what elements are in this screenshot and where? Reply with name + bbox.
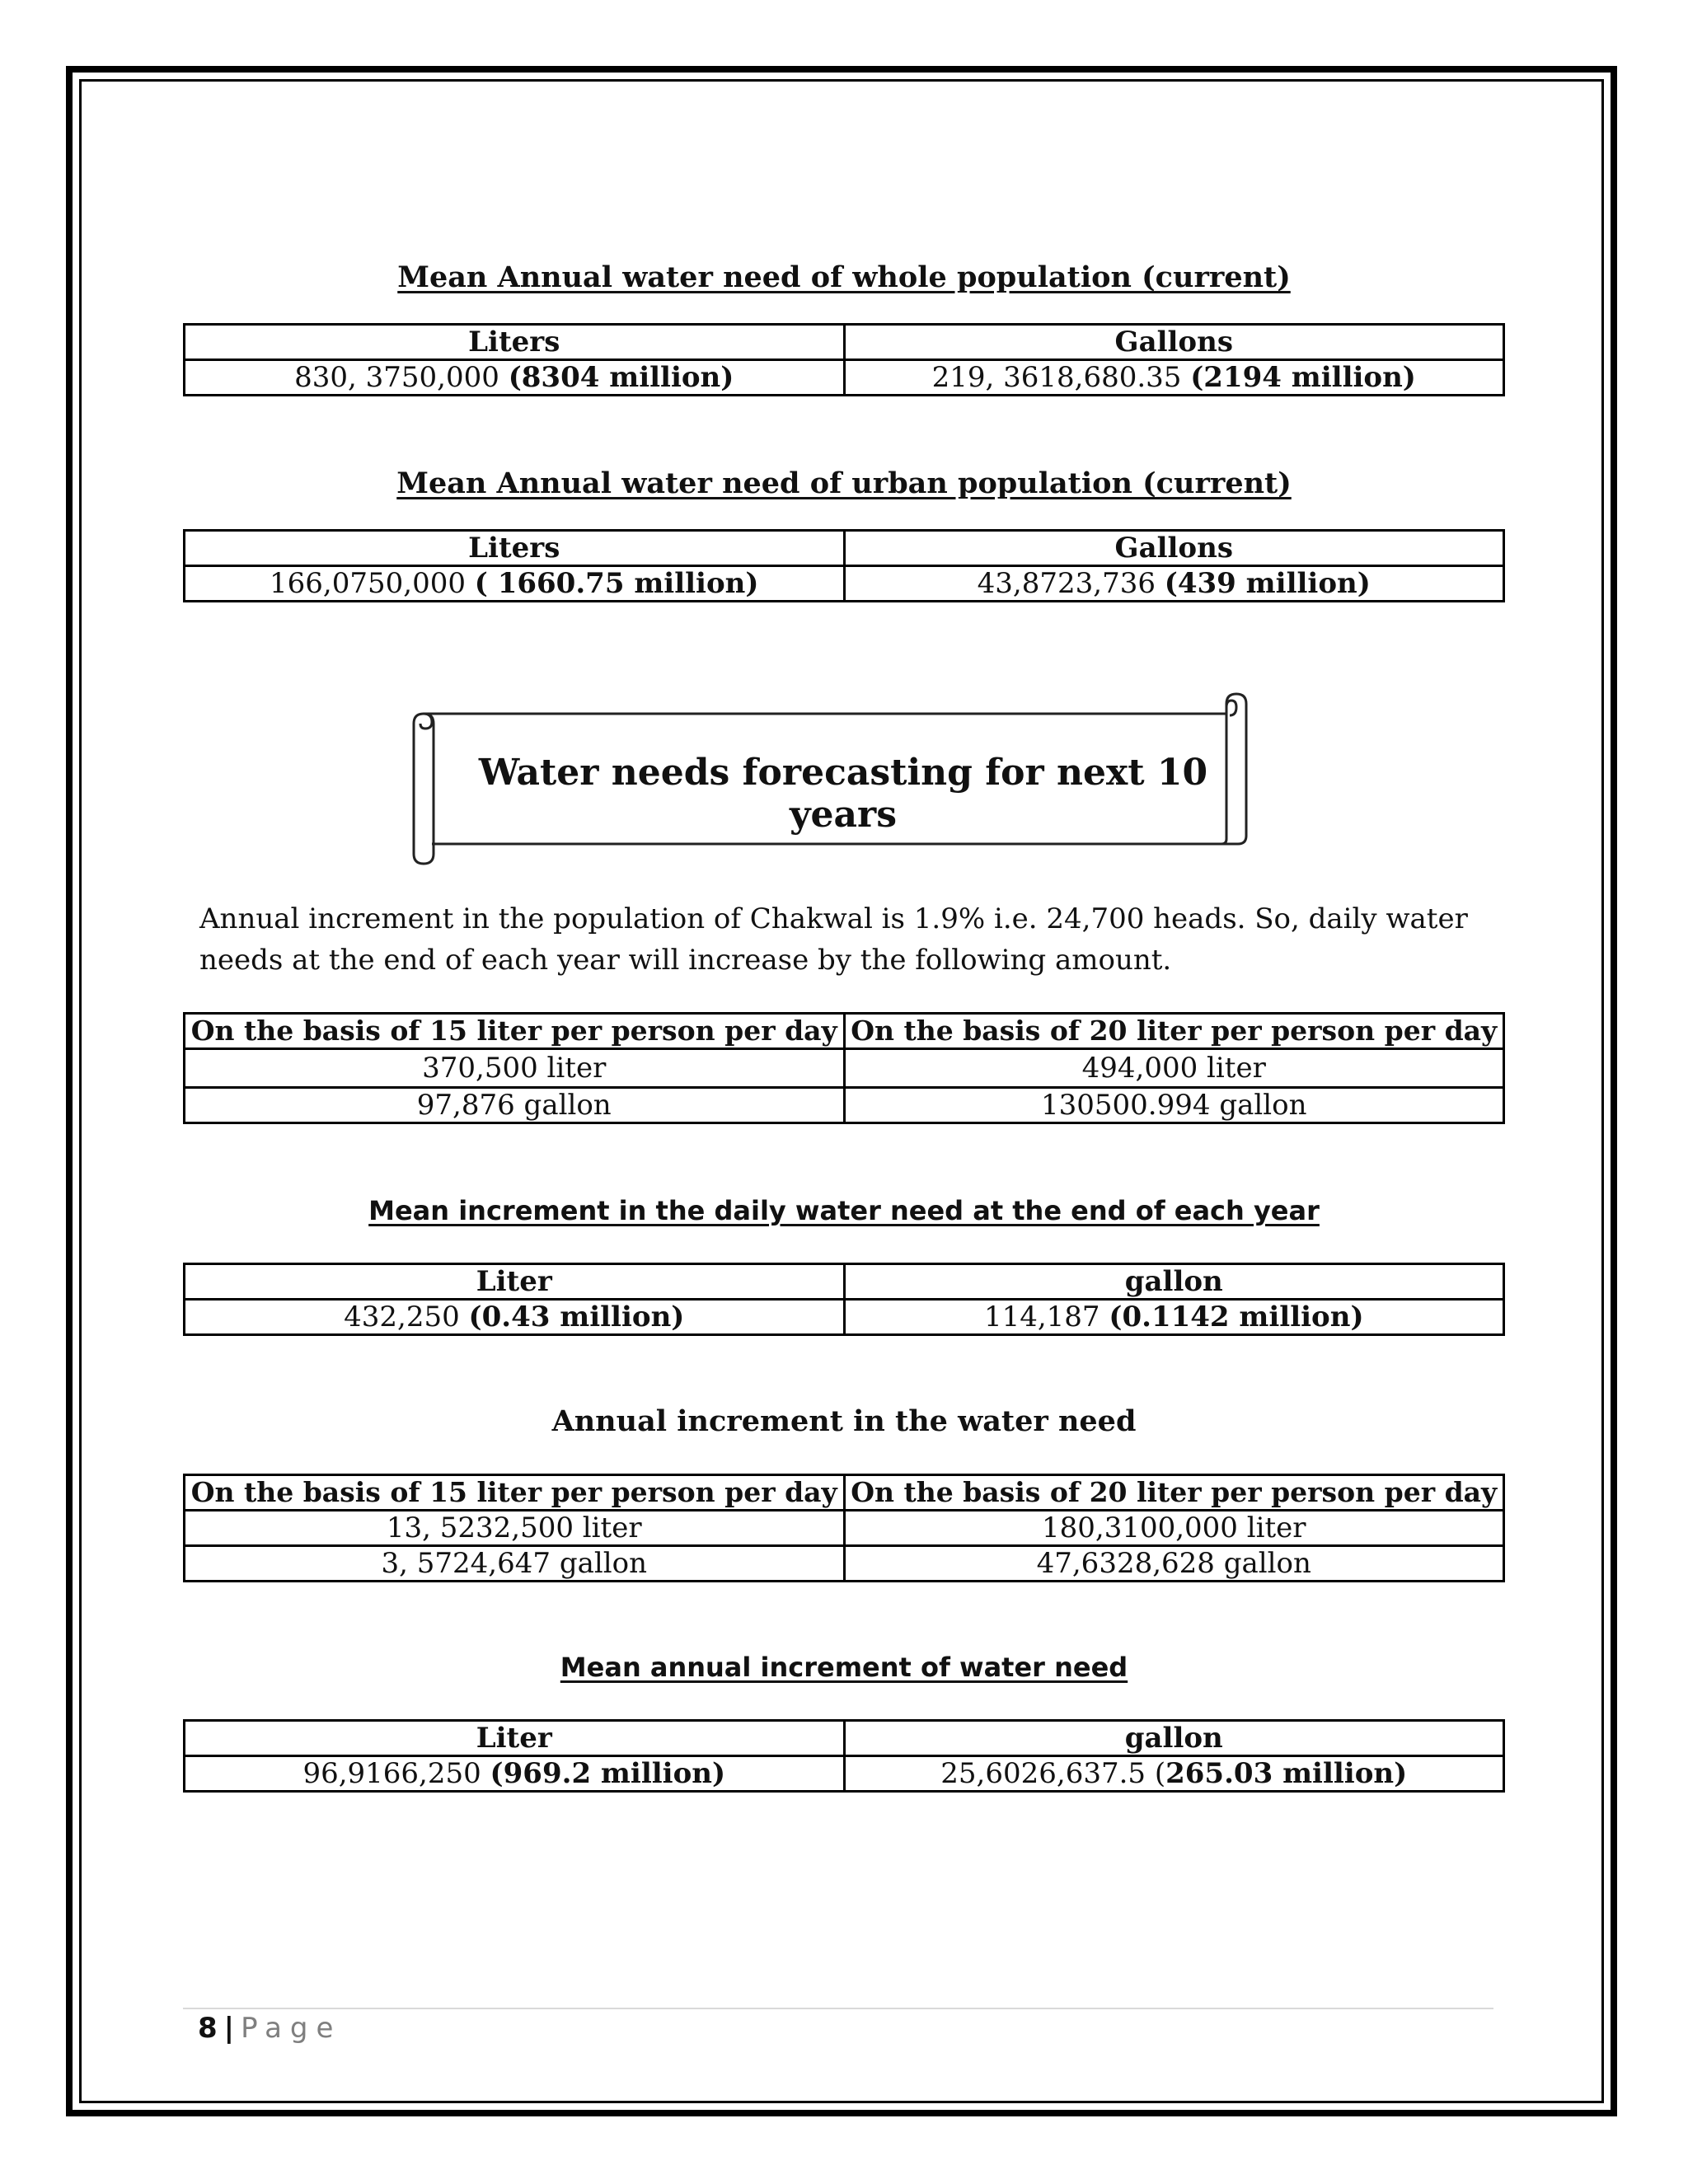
gallons-value: 43,8723,736 (977, 567, 1165, 600)
liter-million: (969.2 million) (490, 1757, 726, 1790)
basis-15-liter-cell: 370,500 liter (185, 1049, 845, 1088)
basis-15-gallon-cell: 97,876 gallon (185, 1088, 845, 1123)
table-row (185, 1300, 1504, 1335)
intro-paragraph: Annual increment in the population of Chakwal is 1.9% i.e. 24,700 heads. So, daily water needs at the end of each year will increase by the following amount. (199, 902, 1468, 977)
footer-divider (183, 2008, 1493, 2009)
gallon-million: 265.03 million) (1165, 1757, 1408, 1790)
basis-15-liter-cell: 13, 5232,500 liter (185, 1511, 845, 1546)
liter-cell (185, 1756, 845, 1792)
whole-population-title: Mean Annual water need of whole population (current) (397, 260, 1291, 294)
urban-population-title: Mean Annual water need of urban population (current) (396, 466, 1292, 500)
gallons-header: Gallons (844, 325, 1504, 360)
liters-value: 830, 3750,000 (294, 361, 509, 394)
table-header-row (185, 531, 1504, 566)
daily-increase-table (183, 1012, 1505, 1124)
gallons-cell (844, 566, 1504, 602)
table-row (185, 1546, 1504, 1582)
table-row (185, 1511, 1504, 1546)
table-row (185, 1049, 1504, 1088)
banner-title: Water needs forecasting for next 10 years (478, 752, 1208, 836)
table-header-row (185, 1264, 1504, 1300)
table-header-row (185, 1721, 1504, 1756)
table-row (185, 566, 1504, 602)
liter-value: 96,9166,250 (302, 1757, 490, 1790)
page-label: Page (241, 2012, 342, 2045)
liters-cell (185, 360, 845, 396)
basis-20-header: On the basis of 20 liter per person per day (844, 1014, 1504, 1049)
liter-value: 432,250 (344, 1301, 469, 1333)
liters-header: Liters (185, 325, 845, 360)
basis-20-gallon-cell: 130500.994 gallon (844, 1088, 1504, 1123)
basis-20-liter-cell: 180,3100,000 liter (844, 1511, 1504, 1546)
liters-million: (8304 million) (508, 361, 734, 394)
gallons-value: 219, 3618,680.35 (931, 361, 1191, 394)
gallons-million: (439 million) (1164, 567, 1371, 600)
mean-daily-increment-title: Mean increment in the daily water need at the end of each year (368, 1195, 1320, 1226)
gallon-cell (844, 1300, 1504, 1335)
annual-increment-table (183, 1474, 1505, 1582)
gallons-cell (844, 360, 1504, 396)
table-row (185, 1088, 1504, 1123)
table-header-row (185, 1475, 1504, 1511)
gallon-million: (0.1142 million) (1109, 1301, 1364, 1333)
gallon-value: 114,187 (983, 1301, 1109, 1333)
table-row (185, 360, 1504, 396)
urban-population-table (183, 529, 1505, 602)
liters-value: 166,0750,000 (270, 567, 475, 600)
liter-cell (185, 1300, 845, 1335)
basis-15-gallon-cell: 3, 5724,647 gallon (185, 1546, 845, 1582)
mean-annual-increment-table (183, 1719, 1505, 1793)
gallon-value: 25,6026,637.5 ( (940, 1757, 1166, 1790)
liters-header: Liters (185, 531, 845, 566)
basis-15-header: On the basis of 15 liter per person per day (185, 1475, 845, 1511)
liter-million: (0.43 million) (468, 1301, 685, 1333)
footer-separator: | (223, 2012, 235, 2045)
page-footer (198, 2008, 341, 2049)
table-row (185, 1756, 1504, 1792)
gallons-million: (2194 million) (1190, 361, 1416, 394)
mean-daily-increment-table (183, 1263, 1505, 1336)
liters-million: ( 1660.75 million) (474, 567, 759, 600)
mean-annual-increment-title: Mean annual increment of water need (560, 1652, 1128, 1683)
gallons-header: Gallons (844, 531, 1504, 566)
gallon-header: gallon (844, 1721, 1504, 1756)
table-header-row (185, 325, 1504, 360)
liter-header: Liter (185, 1721, 845, 1756)
page-number: 8 (198, 2012, 218, 2045)
table-header-row (185, 1014, 1504, 1049)
basis-15-header: On the basis of 15 liter per person per day (185, 1014, 845, 1049)
gallon-cell (844, 1756, 1504, 1792)
basis-20-header: On the basis of 20 liter per person per day (844, 1475, 1504, 1511)
basis-20-gallon-cell: 47,6328,628 gallon (844, 1546, 1504, 1582)
liter-header: Liter (185, 1264, 845, 1300)
gallon-header: gallon (844, 1264, 1504, 1300)
basis-20-liter-cell: 494,000 liter (844, 1049, 1504, 1088)
liters-cell (185, 566, 845, 602)
annual-increment-title: Annual increment in the water need (551, 1404, 1137, 1438)
whole-population-table (183, 323, 1505, 396)
